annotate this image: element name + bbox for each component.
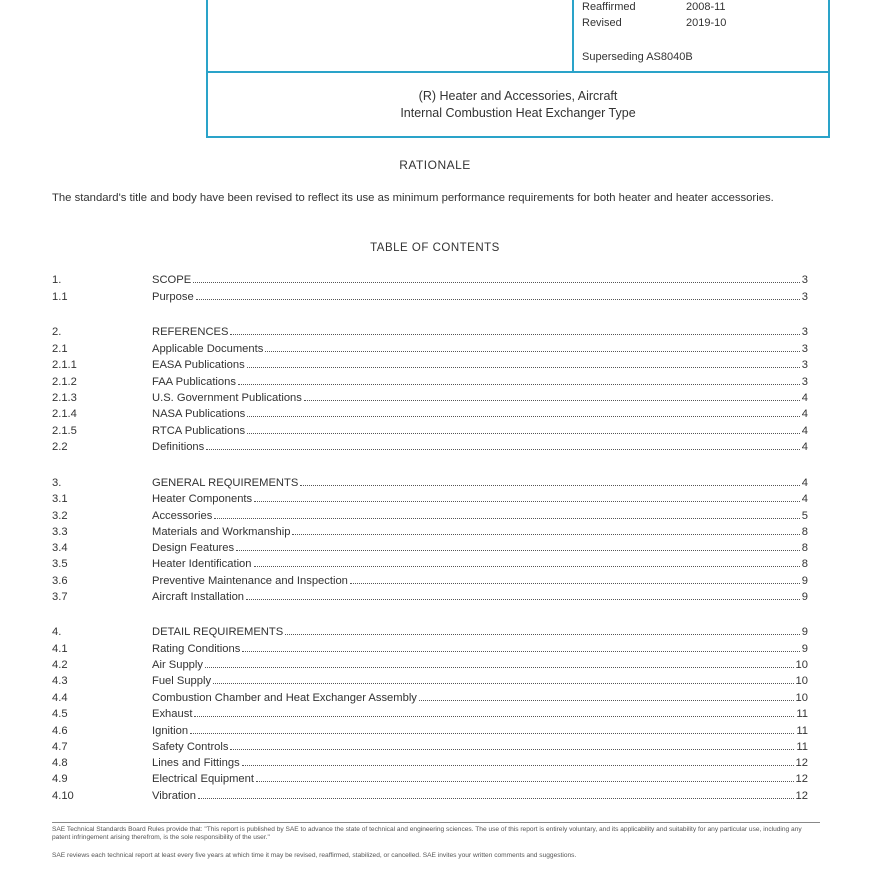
toc-entry-page: 3 xyxy=(801,343,808,355)
footer-note-1: SAE Technical Standards Board Rules provide that: "This report is published by SAE to advance the state of technical and engineering sciences. The use of this report is entirely voluntary, and its applicability and suitability for any particular use, including any patent infringement arising therefrom, is the sole responsibility of the user." xyxy=(52,826,802,841)
toc-entry-page: 3 xyxy=(801,291,808,303)
toc-entry[interactable] xyxy=(52,575,808,591)
toc-leader-dots xyxy=(265,351,799,352)
header-divider-vertical xyxy=(572,0,574,73)
document-title-line2: Internal Combustion Heat Exchanger Type xyxy=(400,106,636,120)
toc-entry-line xyxy=(152,408,808,420)
toc-entry-page: 5 xyxy=(801,510,808,522)
toc-entry-number: 3.4 xyxy=(52,542,68,554)
toc-entry-number: 2.2 xyxy=(52,441,68,453)
revised-value: 2019-10 xyxy=(686,17,727,29)
toc-entry-line xyxy=(152,790,808,802)
toc-leader-dots xyxy=(213,683,793,684)
toc-entry-title: Accessories xyxy=(152,510,213,522)
toc-entry[interactable] xyxy=(52,558,808,574)
toc-entry-line xyxy=(152,477,808,489)
toc-entry-title: Safety Controls xyxy=(152,741,229,753)
toc-entry-number: 3.3 xyxy=(52,526,68,538)
toc-entry-line xyxy=(152,274,808,286)
footer-note-2: SAE reviews each technical report at least every five years at which time it may be revised, reaffirmed, stabilized, or cancelled. SAE invites your written comments and suggestions. xyxy=(52,852,577,859)
toc-entry-page: 3 xyxy=(801,376,808,388)
toc-entry-number: 3.6 xyxy=(52,575,68,587)
toc-entry[interactable] xyxy=(52,326,808,342)
toc-entry-page: 11 xyxy=(796,708,808,720)
toc-entry-line xyxy=(152,441,808,453)
toc-entry[interactable] xyxy=(52,591,808,607)
toc-leader-dots xyxy=(256,781,794,782)
toc-entry-title: FAA Publications xyxy=(152,376,236,388)
toc-leader-dots xyxy=(247,433,800,434)
toc-entry-line xyxy=(152,376,808,388)
toc-entry[interactable] xyxy=(52,343,808,359)
toc-entry-title: REFERENCES xyxy=(152,326,229,338)
toc-entry-line xyxy=(152,591,808,603)
toc-entry-number: 2.1.3 xyxy=(52,392,77,404)
toc-entry-title: Heater Components xyxy=(152,493,253,505)
toc-entry-page: 9 xyxy=(801,591,808,603)
toc-entry-page: 4 xyxy=(801,408,808,420)
toc-entry-number: 4.3 xyxy=(52,675,68,687)
toc-entry-title: EASA Publications xyxy=(152,359,245,371)
toc-entry-number: 1.1 xyxy=(52,291,68,303)
toc-entry-title: Aircraft Installation xyxy=(152,591,245,603)
reaffirmed-row xyxy=(582,1,726,13)
toc-entry[interactable] xyxy=(52,477,808,493)
toc-entry[interactable] xyxy=(52,542,808,558)
toc-entry-line xyxy=(152,773,808,785)
toc-entry-line xyxy=(152,510,808,522)
toc-leader-dots xyxy=(214,518,799,519)
toc-entry[interactable] xyxy=(52,441,808,457)
toc-entry[interactable] xyxy=(52,408,808,424)
toc-entry[interactable] xyxy=(52,773,808,789)
toc-leader-dots xyxy=(254,501,800,502)
toc-entry-number: 4.6 xyxy=(52,725,68,737)
toc-entry-title: GENERAL REQUIREMENTS xyxy=(152,477,299,489)
toc-leader-dots xyxy=(236,550,800,551)
toc-entry-line xyxy=(152,757,808,769)
toc-entry-page: 3 xyxy=(801,326,808,338)
toc-entry[interactable] xyxy=(52,626,808,642)
toc-entry[interactable] xyxy=(52,425,808,441)
toc-leader-dots xyxy=(419,700,794,701)
toc-leader-dots xyxy=(247,367,800,368)
toc-entry-number: 4.8 xyxy=(52,757,68,769)
toc-entry-number: 2.1.5 xyxy=(52,425,77,437)
toc-entry-number: 4.9 xyxy=(52,773,68,785)
toc-entry-line xyxy=(152,575,808,587)
toc-leader-dots xyxy=(304,400,800,401)
toc-leader-dots xyxy=(292,534,799,535)
toc-entry-line xyxy=(152,725,808,737)
toc-entry-page: 12 xyxy=(795,790,808,802)
reaffirmed-value: 2008-11 xyxy=(686,1,726,13)
toc-entry-title: Materials and Workmanship xyxy=(152,526,291,538)
toc-entry-title: Exhaust xyxy=(152,708,193,720)
toc-leader-dots xyxy=(300,485,799,486)
toc-entry[interactable] xyxy=(52,274,808,290)
document-header-box xyxy=(206,0,830,138)
toc-entry-number: 2.1 xyxy=(52,343,68,355)
toc-entry[interactable] xyxy=(52,359,808,375)
toc-entry-number: 1. xyxy=(52,274,62,286)
toc-entry-line xyxy=(152,425,808,437)
toc-entry-line xyxy=(152,526,808,538)
toc-leader-dots xyxy=(230,749,794,750)
rationale-text: The standard's title and body have been revised to reflect its use as minimum performance requirements for both heater and heater accessories. xyxy=(52,192,774,204)
toc-leader-dots xyxy=(198,798,794,799)
toc-entry-number: 4.1 xyxy=(52,643,68,655)
toc-entry-number: 2.1.4 xyxy=(52,408,77,420)
toc-leader-dots xyxy=(196,299,800,300)
toc-entry-line xyxy=(152,741,808,753)
toc-entry-line xyxy=(152,558,808,570)
document-title-line1: (R) Heater and Accessories, Aircraft xyxy=(418,89,618,103)
toc-entry-line xyxy=(152,692,808,704)
toc-leader-dots xyxy=(350,583,800,584)
revised-row xyxy=(582,17,726,29)
toc-leader-dots xyxy=(206,449,800,450)
toc-entry-line xyxy=(152,291,808,303)
toc-entry-title: Vibration xyxy=(152,790,196,802)
toc-entry-title: SCOPE xyxy=(152,274,192,286)
toc-entry-page: 9 xyxy=(801,575,808,587)
toc-entry[interactable] xyxy=(52,510,808,526)
toc-entry-title: Fuel Supply xyxy=(152,675,212,687)
toc-entry-number: 4.7 xyxy=(52,741,68,753)
toc-entry-title: Design Features xyxy=(152,542,235,554)
toc-entry[interactable] xyxy=(52,757,808,773)
toc-leader-dots xyxy=(285,634,800,635)
toc-entry-number: 2.1.1 xyxy=(52,359,77,371)
toc-entry-page: 12 xyxy=(795,757,808,769)
toc-entry-number: 4. xyxy=(52,626,62,638)
toc-entry-page: 10 xyxy=(795,692,808,704)
toc-heading: TABLE OF CONTENTS xyxy=(370,242,500,254)
toc-entry-line xyxy=(152,326,808,338)
toc-leader-dots xyxy=(205,667,794,668)
toc-leader-dots xyxy=(230,334,799,335)
toc-entry-page: 10 xyxy=(795,659,808,671)
toc-entry-number: 3.5 xyxy=(52,558,68,570)
toc-entry-number: 3.1 xyxy=(52,493,68,505)
toc-entry-number: 3.7 xyxy=(52,591,68,603)
toc-leader-dots xyxy=(242,651,799,652)
toc-entry-number: 4.5 xyxy=(52,708,68,720)
toc-entry-line xyxy=(152,643,808,655)
toc-entry-page: 3 xyxy=(801,274,808,286)
toc-entry[interactable] xyxy=(52,526,808,542)
toc-entry-number: 4.4 xyxy=(52,692,68,704)
toc-entry-title: Combustion Chamber and Heat Exchanger Assembly xyxy=(152,692,417,704)
toc-entry[interactable] xyxy=(52,392,808,408)
toc-leader-dots xyxy=(242,765,794,766)
toc-entry-page: 3 xyxy=(801,359,808,371)
rationale-heading: RATIONALE xyxy=(399,158,471,172)
toc-entry-page: 11 xyxy=(796,741,808,753)
toc-entry-line xyxy=(152,343,808,355)
toc-leader-dots xyxy=(254,566,800,567)
toc-entry-page: 9 xyxy=(801,643,808,655)
toc-entry[interactable] xyxy=(52,493,808,509)
toc-entry-page: 12 xyxy=(795,773,808,785)
toc-entry-page: 4 xyxy=(801,425,808,437)
toc-entry[interactable] xyxy=(52,659,808,675)
toc-entry[interactable] xyxy=(52,692,808,708)
toc-entry-title: Air Supply xyxy=(152,659,203,671)
toc-entry-title: Applicable Documents xyxy=(152,343,264,355)
toc-entry-page: 4 xyxy=(801,441,808,453)
toc-entry-page: 11 xyxy=(796,725,808,737)
toc-entry-line xyxy=(152,626,808,638)
toc-entry-page: 8 xyxy=(801,526,808,538)
toc-leader-dots xyxy=(238,384,800,385)
toc-entry-line xyxy=(152,359,808,371)
toc-entry[interactable] xyxy=(52,643,808,659)
toc-entry-number: 2.1.2 xyxy=(52,376,77,388)
toc-entry-number: 2. xyxy=(52,326,62,338)
revised-label: Revised xyxy=(582,17,622,29)
toc-entry-number: 4.2 xyxy=(52,659,68,671)
toc-entry-title: Lines and Fittings xyxy=(152,757,240,769)
toc-entry-line xyxy=(152,659,808,671)
toc-entry-title: Rating Conditions xyxy=(152,643,241,655)
toc-entry-line xyxy=(152,708,808,720)
toc-entry[interactable] xyxy=(52,675,808,691)
toc-leader-dots xyxy=(246,599,800,600)
toc-leader-dots xyxy=(194,716,794,717)
toc-entry-title: RTCA Publications xyxy=(152,425,246,437)
toc-entry[interactable] xyxy=(52,708,808,724)
toc-entry-title: Purpose xyxy=(152,291,194,303)
superseding-note: Superseding AS8040B xyxy=(582,51,693,63)
reaffirmed-label: Reaffirmed xyxy=(582,1,636,13)
toc-entry-title: Heater Identification xyxy=(152,558,252,570)
toc-entry-title: U.S. Government Publications xyxy=(152,392,302,404)
toc-entry-number: 4.10 xyxy=(52,790,74,802)
toc-entry-title: Electrical Equipment xyxy=(152,773,254,785)
toc-entry-line xyxy=(152,675,808,687)
toc-entry-title: NASA Publications xyxy=(152,408,246,420)
toc-entry-title: Definitions xyxy=(152,441,205,453)
toc-entry-page: 9 xyxy=(801,626,808,638)
toc-leader-dots xyxy=(190,733,794,734)
toc-entry-page: 10 xyxy=(795,675,808,687)
toc-entry-page: 8 xyxy=(801,558,808,570)
toc-entry[interactable] xyxy=(52,376,808,392)
toc-entry[interactable] xyxy=(52,291,808,307)
toc-entry-page: 4 xyxy=(801,477,808,489)
toc-entry-page: 8 xyxy=(801,542,808,554)
toc-entry-page: 4 xyxy=(801,493,808,505)
document-title xyxy=(208,88,828,122)
toc-leader-dots xyxy=(247,416,799,417)
toc-entry-title: DETAIL REQUIREMENTS xyxy=(152,626,284,638)
footer-rule xyxy=(52,822,820,823)
toc-entry-title: Ignition xyxy=(152,725,189,737)
toc-entry-title: Preventive Maintenance and Inspection xyxy=(152,575,348,587)
toc-entry[interactable] xyxy=(52,790,808,806)
toc-leader-dots xyxy=(193,282,800,283)
toc-entry-number: 3. xyxy=(52,477,62,489)
header-divider-horizontal xyxy=(208,71,828,73)
toc-entry-line xyxy=(152,493,808,505)
toc-entry-number: 3.2 xyxy=(52,510,68,522)
toc-entry[interactable] xyxy=(52,725,808,741)
toc-entry-line xyxy=(152,542,808,554)
toc-entry-line xyxy=(152,392,808,404)
toc-entry-page: 4 xyxy=(801,392,808,404)
toc-entry[interactable] xyxy=(52,741,808,757)
